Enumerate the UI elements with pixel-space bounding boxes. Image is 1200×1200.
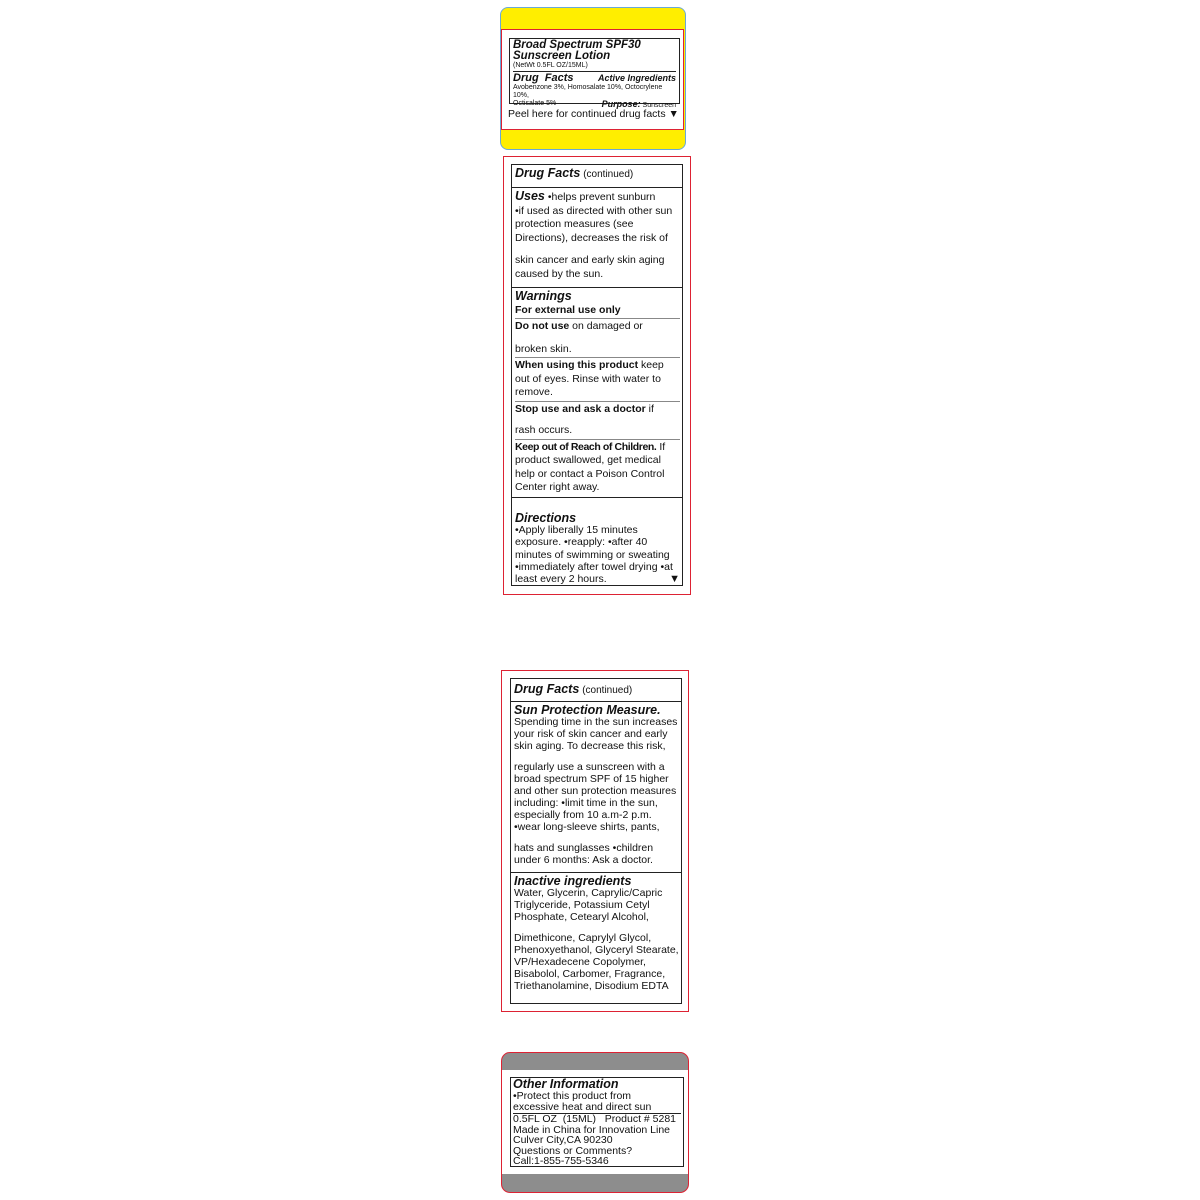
directions-line2: exposure. •reapply: •after 40	[515, 536, 648, 549]
warnings-heading: Warnings	[515, 289, 572, 303]
sun-protection-line1: Spending time in the sun increases	[514, 716, 678, 728]
warnings-section	[512, 288, 682, 498]
directions-line5: least every 2 hours.	[515, 573, 607, 586]
sun-protection-line6: and other sun protection measures	[514, 785, 677, 797]
sun-protection-line9: •wear long-sleeve shirts, pants,	[514, 821, 660, 833]
front-label-drug-facts-box	[509, 38, 680, 109]
uses-line4: Directions), decreases the risk of	[515, 231, 668, 244]
active-ingredients-line2: Octisalate 5%	[513, 100, 557, 107]
product-title-line2: Sunscreen Lotion	[513, 50, 611, 62]
inactive-ingredients-heading: Inactive ingredients	[514, 874, 632, 888]
made-in-china: Made in China for Innovation Line	[513, 1123, 671, 1136]
net-weight: (NetWt 0.5FL OZ/15ML)	[513, 62, 588, 69]
drug-facts-label: Drug Facts	[513, 72, 574, 84]
sun-protection-line8: especially from 10 a.m-2 p.m.	[514, 809, 652, 821]
inactive-line5: Phenoxyethanol, Glyceryl Stearate,	[514, 944, 679, 956]
directions-heading: Directions	[515, 511, 577, 525]
front-label-white-area	[501, 29, 684, 130]
keep-out-line1: If	[659, 440, 666, 453]
peel-here-tab[interactable]	[508, 108, 679, 120]
when-using-line2: out of eyes. Rinse with water to	[515, 372, 661, 385]
sun-protection-line3: skin aging. To decrease this risk,	[514, 740, 666, 752]
continue-arrow-icon: ▼	[669, 573, 680, 586]
drug-facts-panel-2	[503, 156, 691, 595]
sun-protection-line4: regularly use a sunscreen with a	[514, 761, 665, 773]
when-using-line3: remove.	[515, 386, 553, 398]
drug-facts-title-3: Drug Facts	[514, 682, 580, 696]
sun-protection-line11: under 6 months: Ask a doctor.	[514, 854, 653, 866]
uses-line3: protection measures (see	[515, 218, 634, 230]
do-not-use-line1: on damaged or	[572, 320, 643, 332]
sun-protection-line7: including: •limit time in the sun,	[514, 797, 658, 809]
peel-arrow-icon: ▼	[668, 108, 679, 120]
inactive-line8: Triethanolamine, Disodium EDTA	[514, 980, 669, 992]
peel-here-text: Peel here for continued drug facts	[508, 108, 666, 120]
inactive-line2: Triglyceride, Potassium Cetyl	[514, 899, 650, 911]
directions-section	[512, 498, 682, 587]
when-using-line1: keep	[641, 359, 664, 371]
inactive-line3: Phosphate, Cetearyl Alcohol,	[514, 911, 649, 923]
uses-line2: •if used as directed with other sun	[515, 204, 673, 217]
continued-label-2: (continued)	[583, 169, 634, 180]
drug-facts-panel-3	[501, 670, 689, 1012]
uses-section	[512, 188, 682, 288]
purpose-label: Purpose:	[601, 99, 641, 109]
stop-use-line2: rash occurs.	[515, 424, 573, 436]
keep-out-line3: help or contact a Poison Control	[515, 467, 665, 480]
inactive-line4: Dimethicone, Caprylyl Glycol,	[514, 932, 652, 944]
drug-facts-header-2	[512, 165, 682, 188]
other-info-line1: •Protect this product from	[513, 1090, 632, 1102]
stop-use-line1: if	[648, 402, 654, 415]
sun-protection-heading: Sun Protection Measure.	[514, 703, 661, 717]
drug-facts-header-3	[511, 679, 681, 702]
keep-out-line4: Center right away.	[515, 481, 600, 493]
directions-line4: •immediately after towel drying •at	[515, 560, 673, 573]
size-product-number: 0.5FL OZ (15ML) Product # 5281	[513, 1113, 677, 1125]
other-info-line2: excessive heat and direct sun	[513, 1102, 681, 1115]
when-using-label: When using this product	[515, 359, 639, 371]
other-information-box	[510, 1077, 684, 1167]
active-ingredients-label: Active Ingredients	[597, 73, 676, 83]
purpose-value: Sunscreen	[642, 102, 676, 109]
sun-protection-line10: hats and sunglasses •children	[514, 842, 654, 854]
do-not-use-line2: broken skin.	[515, 342, 572, 355]
inactive-line6: VP/Hexadecene Copolymer,	[514, 956, 646, 968]
other-information-heading: Other Information	[513, 1077, 619, 1091]
sun-protection-section	[511, 702, 681, 873]
sun-protection-line5: broad spectrum SPF of 15 higher	[514, 773, 669, 785]
drug-facts-box-3	[510, 678, 682, 1004]
inactive-ingredients-section	[511, 873, 681, 994]
inactive-line7: Bisabolol, Carbomer, Fragrance,	[514, 968, 666, 980]
city-address: Culver City,CA 90230	[513, 1134, 613, 1146]
do-not-use-label: Do not use	[515, 320, 570, 332]
phone-number: Call:1-855-755-5346	[513, 1155, 609, 1167]
continued-label-3: (continued)	[582, 685, 633, 696]
product-title-line1: Broad Spectrum SPF30	[513, 39, 641, 51]
keep-out-label: Keep out of Reach of Children.	[515, 440, 657, 453]
uses-heading: Uses	[515, 189, 545, 203]
other-information-panel	[501, 1052, 689, 1193]
questions-comments: Questions or Comments?	[513, 1144, 633, 1157]
sun-protection-line2: your risk of skin cancer and early	[514, 728, 668, 740]
uses-line1: •helps prevent sunburn	[547, 191, 656, 203]
drug-facts-row	[513, 71, 676, 84]
uses-line5: skin cancer and early skin aging	[515, 254, 665, 266]
uses-line6: caused by the sun.	[515, 267, 604, 280]
keep-out-line2: product swallowed, get medical	[515, 454, 661, 466]
front-label-panel	[500, 7, 686, 150]
drug-facts-title-2: Drug Facts	[515, 166, 581, 180]
stop-use-label: Stop use and ask a doctor	[515, 402, 646, 415]
drug-facts-box-2	[511, 164, 683, 586]
directions-line1: •Apply liberally 15 minutes	[515, 524, 638, 537]
inactive-line1: Water, Glycerin, Caprylic/Capric	[514, 887, 663, 899]
directions-line3: minutes of swimming or sweating	[515, 548, 670, 561]
active-ingredients-line1: Avobenzone 3%, Homosalate 10%, Octocrylene 10%,	[513, 84, 663, 99]
external-use-only: For external use only	[515, 303, 621, 316]
